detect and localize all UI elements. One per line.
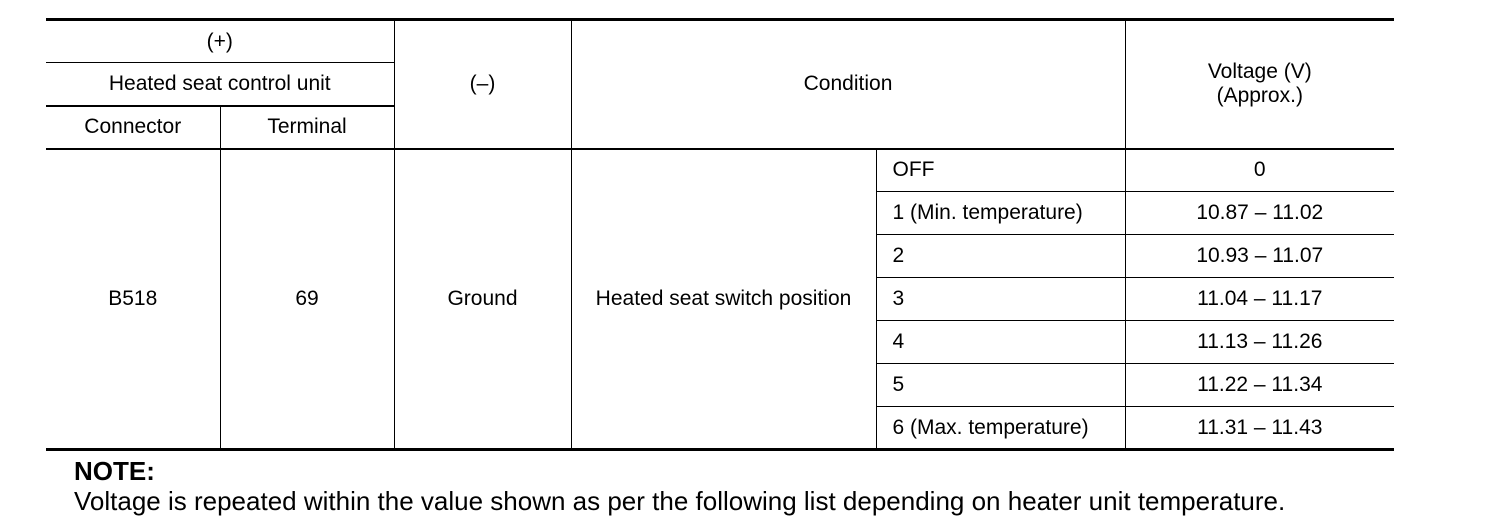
terminal-voltage-table xyxy=(46,18,1394,451)
plus-header: (+) xyxy=(46,20,394,63)
voltage-value: 10.87 – 11.02 xyxy=(1125,192,1394,235)
connector-header: Connector xyxy=(46,106,220,149)
voltage-value: 10.93 – 11.07 xyxy=(1125,235,1394,278)
voltage-value: 11.31 – 11.43 xyxy=(1125,407,1394,450)
voltage-value: 11.04 – 11.17 xyxy=(1125,278,1394,321)
terminal-header: Terminal xyxy=(220,106,394,149)
terminal-cell: 69 xyxy=(220,149,394,450)
condition-cell: Heated seat switch position xyxy=(571,149,876,450)
unit-header: Heated seat control unit xyxy=(46,63,394,106)
voltage-header xyxy=(1125,20,1394,149)
switch-position: 3 xyxy=(876,278,1125,321)
minus-header: (–) xyxy=(394,20,571,149)
voltage-header-unit: Voltage (V) xyxy=(1207,60,1312,84)
voltage-value: 11.13 – 11.26 xyxy=(1125,321,1394,364)
connector-cell: B518 xyxy=(46,149,220,450)
switch-position: 6 (Max. temperature) xyxy=(876,407,1125,450)
voltage-header-approx: (Approx.) xyxy=(1216,84,1303,108)
switch-position: OFF xyxy=(876,149,1125,192)
note-block xyxy=(74,456,1285,516)
switch-position: 4 xyxy=(876,321,1125,364)
voltage-value: 11.22 – 11.34 xyxy=(1125,364,1394,407)
voltage-value: 0 xyxy=(1125,149,1394,192)
switch-position: 5 xyxy=(876,364,1125,407)
switch-position: 1 (Min. temperature) xyxy=(876,192,1125,235)
ground-cell: Ground xyxy=(394,149,571,450)
switch-position: 2 xyxy=(876,235,1125,278)
note-title: NOTE: xyxy=(74,456,155,486)
condition-header: Condition xyxy=(571,20,1125,149)
note-text: Voltage is repeated within the value shown as per the following list depending on heater unit temperature. xyxy=(74,486,1286,516)
